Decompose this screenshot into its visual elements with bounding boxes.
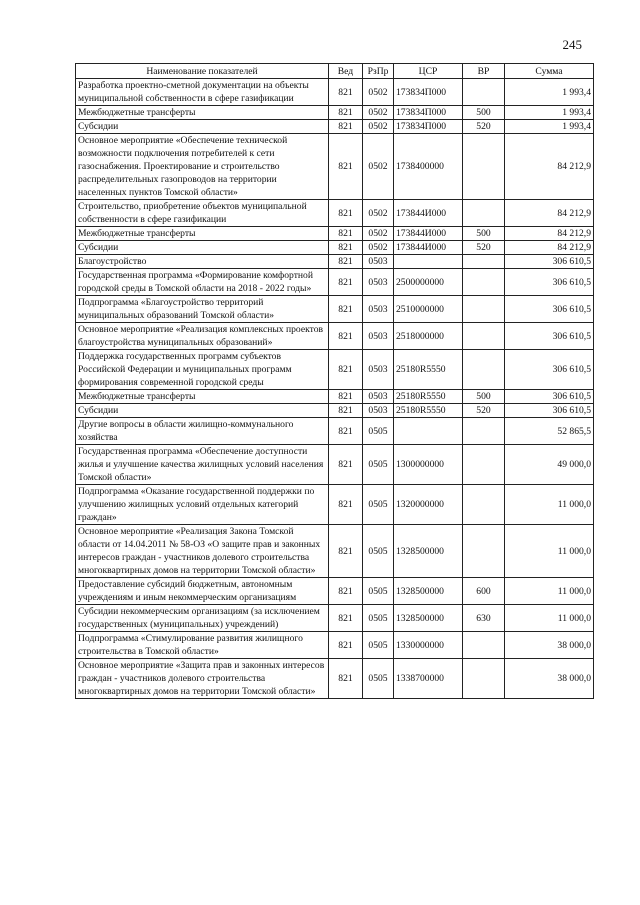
row-name: Межбюджетные трансферты (76, 390, 329, 404)
row-rzpr: 0505 (363, 485, 394, 525)
header-name: Наименование показателей (76, 64, 329, 79)
row-ved: 821 (329, 632, 363, 659)
budget-table (75, 63, 594, 699)
row-vr: 500 (463, 227, 505, 241)
table-row (76, 578, 594, 605)
row-vr (463, 485, 505, 525)
header-ved: Вед (329, 64, 363, 79)
row-ved: 821 (329, 525, 363, 578)
table-row (76, 350, 594, 390)
row-name: Субсидии (76, 120, 329, 134)
row-sum: 1 993,4 (505, 106, 594, 120)
row-vr (463, 79, 505, 106)
row-name: Поддержка государственных программ субъектов Российской Федерации и муниципальных программ формирования современной городской среды (76, 350, 329, 390)
row-vr (463, 255, 505, 269)
table-row (76, 418, 594, 445)
row-sum: 1 993,4 (505, 120, 594, 134)
row-vr (463, 134, 505, 200)
row-ved: 821 (329, 241, 363, 255)
row-sum: 306 610,5 (505, 255, 594, 269)
row-csr: 2500000000 (394, 269, 463, 296)
row-csr: 1328500000 (394, 525, 463, 578)
row-rzpr: 0502 (363, 134, 394, 200)
row-csr: 1338700000 (394, 659, 463, 699)
row-sum: 11 000,0 (505, 525, 594, 578)
row-name: Основное мероприятие «Обеспечение технической возможности подключения потребителей к сети газоснабжения. Проектирование и строительство распределительных газопроводов на территории населенных пунктов Томской области» (76, 134, 329, 200)
row-name: Разработка проектно-сметной документации на объекты муниципальной собственности в сфере газификации (76, 79, 329, 106)
table-row (76, 120, 594, 134)
row-ved: 821 (329, 227, 363, 241)
row-sum: 84 212,9 (505, 227, 594, 241)
table-row (76, 390, 594, 404)
table-row (76, 134, 594, 200)
row-name: Предоставление субсидий бюджетным, автономным учреждениям и иным некоммерческим организациям (76, 578, 329, 605)
row-vr (463, 200, 505, 227)
row-vr: 600 (463, 578, 505, 605)
row-sum: 306 610,5 (505, 323, 594, 350)
row-sum: 11 000,0 (505, 605, 594, 632)
row-ved: 821 (329, 445, 363, 485)
row-csr: 25180R5550 (394, 390, 463, 404)
row-ved: 821 (329, 605, 363, 632)
row-csr: 1320000000 (394, 485, 463, 525)
header-rzpr: РзПр (363, 64, 394, 79)
row-sum: 84 212,9 (505, 134, 594, 200)
row-sum: 84 212,9 (505, 200, 594, 227)
table-row (76, 404, 594, 418)
row-rzpr: 0505 (363, 445, 394, 485)
row-vr (463, 350, 505, 390)
row-vr (463, 323, 505, 350)
row-name: Подпрограмма «Оказание государственной поддержки по улучшению жилищных условий отдельных категорий граждан» (76, 485, 329, 525)
row-csr: 25180R5550 (394, 404, 463, 418)
row-name: Субсидии (76, 241, 329, 255)
row-rzpr: 0502 (363, 79, 394, 106)
row-sum: 306 610,5 (505, 269, 594, 296)
row-name: Межбюджетные трансферты (76, 106, 329, 120)
table-row (76, 659, 594, 699)
row-vr (463, 525, 505, 578)
row-csr (394, 255, 463, 269)
row-csr: 173844И000 (394, 241, 463, 255)
row-rzpr: 0503 (363, 350, 394, 390)
row-vr: 520 (463, 404, 505, 418)
row-ved: 821 (329, 350, 363, 390)
row-ved: 821 (329, 659, 363, 699)
row-rzpr: 0505 (363, 605, 394, 632)
row-csr: 173844И000 (394, 227, 463, 241)
row-name: Другие вопросы в области жилищно-коммунального хозяйства (76, 418, 329, 445)
row-ved: 821 (329, 120, 363, 134)
header-vr: ВР (463, 64, 505, 79)
page-number: 245 (562, 37, 582, 52)
row-vr (463, 632, 505, 659)
row-csr: 1300000000 (394, 445, 463, 485)
row-rzpr: 0505 (363, 659, 394, 699)
table-row (76, 323, 594, 350)
row-name: Подпрограмма «Благоустройство территорий муниципальных образований Томской области» (76, 296, 329, 323)
table-row (76, 605, 594, 632)
row-rzpr: 0503 (363, 296, 394, 323)
row-csr: 173834П000 (394, 79, 463, 106)
row-sum: 306 610,5 (505, 296, 594, 323)
row-csr: 2518000000 (394, 323, 463, 350)
row-sum: 11 000,0 (505, 485, 594, 525)
row-rzpr: 0502 (363, 200, 394, 227)
row-csr: 1330000000 (394, 632, 463, 659)
row-name: Основное мероприятие «Реализация Закона Томской области от 14.04.2011 № 58-ОЗ «О защите прав и законных интересов граждан - участников долевого строительства многоквартирных домов на территории Томской области» (76, 525, 329, 578)
row-ved: 821 (329, 296, 363, 323)
row-ved: 821 (329, 485, 363, 525)
row-csr (394, 418, 463, 445)
row-sum: 52 865,5 (505, 418, 594, 445)
row-ved: 821 (329, 404, 363, 418)
table-row (76, 255, 594, 269)
row-sum: 49 000,0 (505, 445, 594, 485)
row-csr: 173844И000 (394, 200, 463, 227)
row-rzpr: 0503 (363, 269, 394, 296)
row-name: Основное мероприятие «Защита прав и законных интересов граждан - участников долевого строительства многоквартирных домов на территории Томской области» (76, 659, 329, 699)
row-ved: 821 (329, 200, 363, 227)
row-csr: 173834П000 (394, 120, 463, 134)
row-sum: 306 610,5 (505, 350, 594, 390)
row-vr (463, 296, 505, 323)
row-sum: 11 000,0 (505, 578, 594, 605)
row-name: Государственная программа «Формирование комфортной городской среды в Томской области на 2018 - 2022 годы» (76, 269, 329, 296)
table-row (76, 79, 594, 106)
row-sum: 38 000,0 (505, 659, 594, 699)
row-rzpr: 0503 (363, 404, 394, 418)
row-vr (463, 659, 505, 699)
table-row (76, 485, 594, 525)
row-name: Межбюджетные трансферты (76, 227, 329, 241)
header-csr: ЦСР (394, 64, 463, 79)
row-ved: 821 (329, 134, 363, 200)
table-row (76, 445, 594, 485)
table-row (76, 241, 594, 255)
row-csr: 1328500000 (394, 578, 463, 605)
row-rzpr: 0503 (363, 390, 394, 404)
table-row (76, 632, 594, 659)
row-name: Благоустройство (76, 255, 329, 269)
row-ved: 821 (329, 323, 363, 350)
row-rzpr: 0502 (363, 106, 394, 120)
row-name: Государственная программа «Обеспечение доступности жилья и улучшение качества жилищных условий населения Томской области» (76, 445, 329, 485)
table-row (76, 227, 594, 241)
row-rzpr: 0505 (363, 525, 394, 578)
row-vr: 520 (463, 241, 505, 255)
row-vr (463, 418, 505, 445)
row-rzpr: 0502 (363, 227, 394, 241)
row-sum: 1 993,4 (505, 79, 594, 106)
row-sum: 38 000,0 (505, 632, 594, 659)
row-ved: 821 (329, 79, 363, 106)
row-rzpr: 0503 (363, 255, 394, 269)
row-sum: 306 610,5 (505, 404, 594, 418)
row-sum: 306 610,5 (505, 390, 594, 404)
table-row (76, 269, 594, 296)
row-vr: 500 (463, 106, 505, 120)
row-rzpr: 0505 (363, 578, 394, 605)
row-name: Субсидии некоммерческим организациям (за исключением государственных (муниципальных) учреждений) (76, 605, 329, 632)
row-csr: 173834П000 (394, 106, 463, 120)
row-vr (463, 269, 505, 296)
row-ved: 821 (329, 578, 363, 605)
table-row (76, 296, 594, 323)
row-rzpr: 0502 (363, 120, 394, 134)
row-name: Подпрограмма «Стимулирование развития жилищного строительства в Томской области» (76, 632, 329, 659)
row-name: Основное мероприятие «Реализация комплексных проектов благоустройства муниципальных образований» (76, 323, 329, 350)
row-name: Субсидии (76, 404, 329, 418)
row-ved: 821 (329, 255, 363, 269)
table-row (76, 106, 594, 120)
row-rzpr: 0505 (363, 632, 394, 659)
row-csr: 1328500000 (394, 605, 463, 632)
row-csr: 1738400000 (394, 134, 463, 200)
table-row (76, 200, 594, 227)
row-ved: 821 (329, 418, 363, 445)
row-rzpr: 0503 (363, 323, 394, 350)
row-vr: 630 (463, 605, 505, 632)
row-rzpr: 0502 (363, 241, 394, 255)
row-ved: 821 (329, 106, 363, 120)
row-ved: 821 (329, 269, 363, 296)
row-sum: 84 212,9 (505, 241, 594, 255)
row-ved: 821 (329, 390, 363, 404)
row-name: Строительство, приобретение объектов муниципальной собственности в сфере газификации (76, 200, 329, 227)
table-row (76, 525, 594, 578)
header-sum: Сумма (505, 64, 594, 79)
row-vr (463, 445, 505, 485)
row-csr: 2510000000 (394, 296, 463, 323)
row-csr: 25180R5550 (394, 350, 463, 390)
row-vr: 500 (463, 390, 505, 404)
row-rzpr: 0505 (363, 418, 394, 445)
table-header-row (76, 64, 594, 79)
row-vr: 520 (463, 120, 505, 134)
